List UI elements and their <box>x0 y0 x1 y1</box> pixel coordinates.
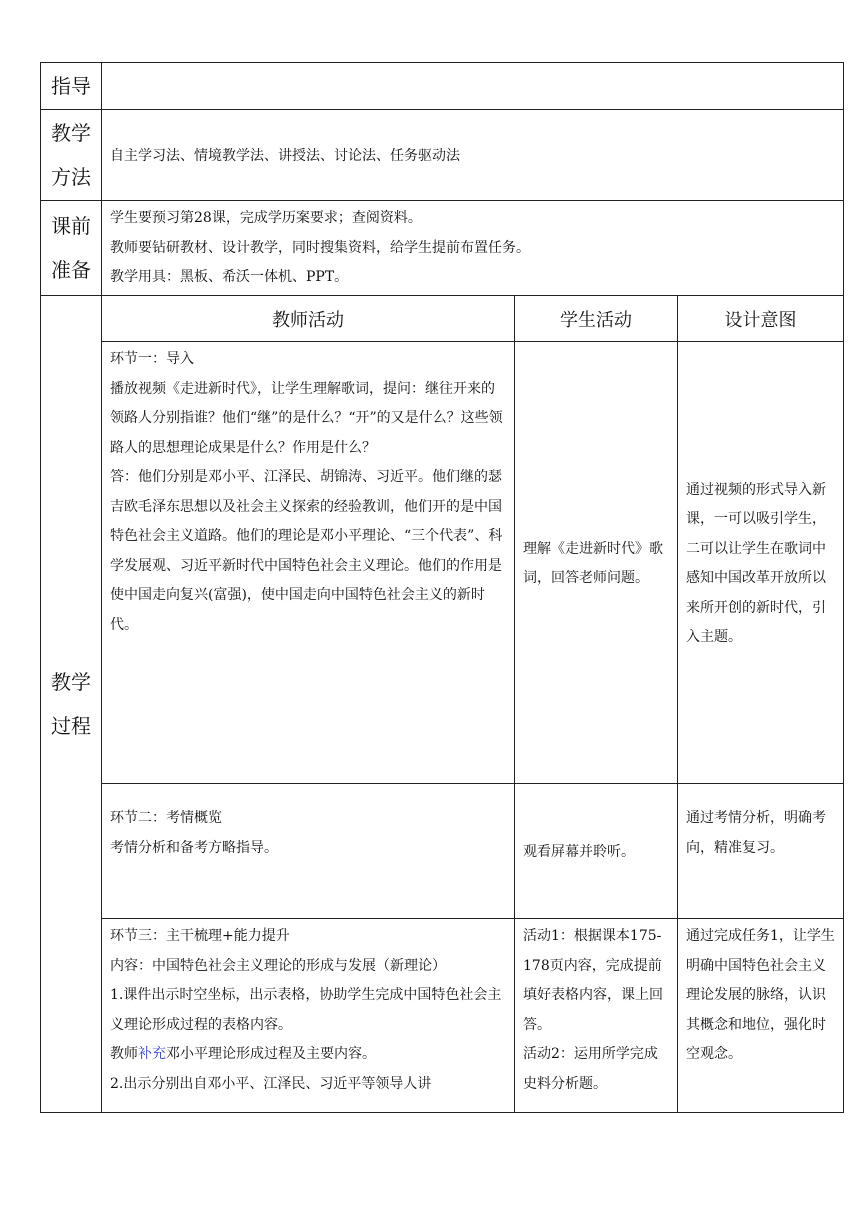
label-guidance: 指导 <box>41 63 102 110</box>
stage2-teacher <box>102 784 515 919</box>
stage3-activity1: 活动1：根据课本175-178页内容，完成提前填好表格内容，课上回答。 <box>523 928 663 1033</box>
stage3-content: 内容：中国特色社会主义理论的形成与发展（新理论） <box>110 957 446 974</box>
stage3-supplement: 教师补充邓小平理论形成过程及主要内容。 <box>110 1046 376 1062</box>
prep-line-teachers: 教师要钻研教材、设计教学，同时搜集资料，给学生提前布置任务。 <box>110 239 530 256</box>
label-prep: 课前 准备 <box>41 201 102 296</box>
stage3-activity2: 活动2：运用所学完成史料分析题。 <box>523 1046 658 1092</box>
label-process: 教学 过程 <box>41 296 102 1113</box>
prep-content <box>102 201 844 296</box>
prep-line-tools: 教学用具：黑板、希沃一体机、PPT。 <box>110 269 349 285</box>
header-student-activity: 学生活动 <box>515 296 678 342</box>
stage1-question: 播放视频《走进新时代》，让学生理解歌词，提问：继往开来的领路人分别指谁？他们“继”的是什么？“开”的又是什么？这些领路人的思想理论成果是什么？作用是什么？ <box>110 380 503 456</box>
stage1-intent: 通过视频的形式导入新课，一可以吸引学生，二可以让学生在歌词中感知中国改革开放所以来所开创的新时代，引入主题。 <box>678 342 844 784</box>
stage1-title: 环节一：导入 <box>110 351 194 367</box>
stage3-item1: 1.课件出示时空坐标，出示表格，协助学生完成中国特色社会主义理论形成过程的表格内容。 <box>110 987 502 1033</box>
stage3-item2: 2.出示分别出自邓小平、江泽民、习近平等领导人讲 <box>110 1075 432 1092</box>
row-prep <box>41 201 844 296</box>
stage2-intent: 通过考情分析，明确考向，精准复习。 <box>678 784 844 919</box>
stage3-teacher <box>102 919 515 1113</box>
lesson-plan-table <box>40 62 844 1113</box>
row-stage-1 <box>41 342 844 784</box>
stage2-student: 观看屏幕并聆听。 <box>515 784 678 919</box>
guidance-content <box>102 63 844 110</box>
stage2-content: 考情分析和备考方略指导。 <box>110 839 278 856</box>
row-method <box>41 110 844 201</box>
supplement-link: 补充 <box>138 1046 166 1062</box>
header-design-intent: 设计意图 <box>678 296 844 342</box>
stage1-teacher <box>102 342 515 784</box>
method-content: 自主学习法、情境教学法、讲授法、讨论法、任务驱动法 <box>102 110 844 201</box>
stage2-title: 环节二：考情概览 <box>110 810 222 826</box>
stage1-answer: 答：他们分别是邓小平、江泽民、胡锦涛、习近平。他们继的瑟吉欧毛泽东思想以及社会主义探索的经验教训，他们开的是中国特色社会主义道路。他们的理论是邓小平理论、“三个代表”、科学发展观、习近平新时代中国特色社会主义理论。他们的作用是使中国走向复兴(富强)，使中国走向中国特色社会主义的新时代。 <box>110 469 503 633</box>
label-method: 教学 方法 <box>41 110 102 201</box>
stage3-intent: 通过完成任务1，让学生明确中国特色社会主义理论发展的脉络，认识其概念和地位，强化时空观念。 <box>678 919 844 1113</box>
stage3-student <box>515 919 678 1113</box>
stage3-title: 环节三：主干梳理+能力提升 <box>110 928 290 944</box>
row-process-header <box>41 296 844 342</box>
row-stage-3 <box>41 919 844 1113</box>
row-guidance <box>41 63 844 110</box>
header-teacher-activity: 教师活动 <box>102 296 515 342</box>
stage1-student: 理解《走进新时代》歌词，回答老师问题。 <box>515 342 678 784</box>
prep-line-students: 学生要预习第28课，完成学历案要求；查阅资料。 <box>110 210 422 226</box>
row-stage-2 <box>41 784 844 919</box>
